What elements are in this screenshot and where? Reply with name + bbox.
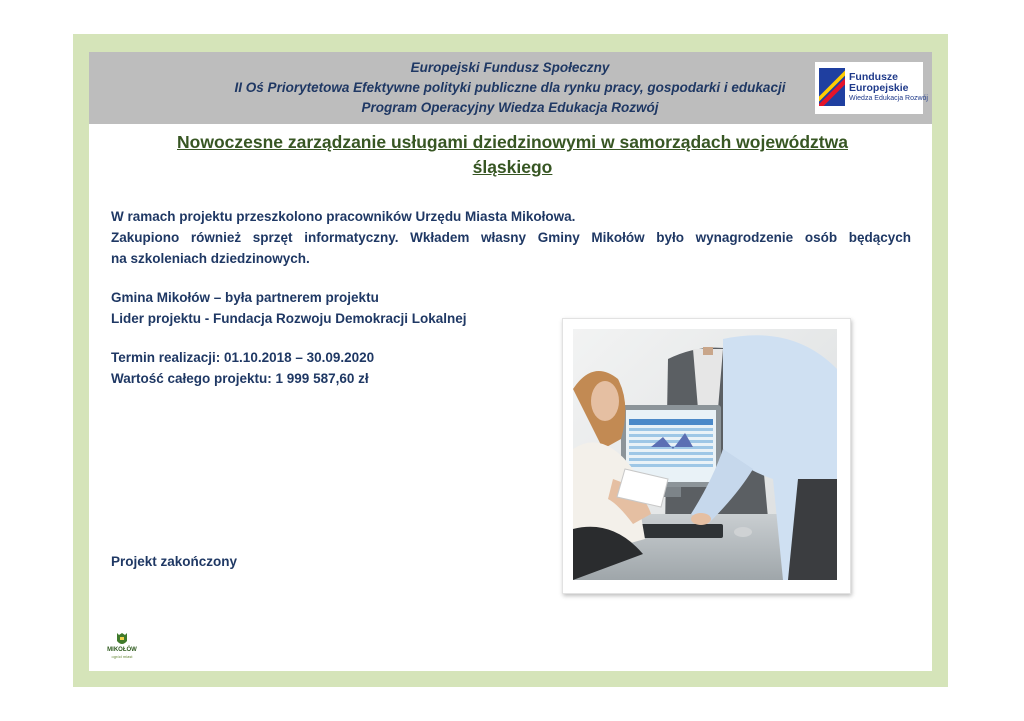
value-line: Wartość całego projektu: 1 999 587,60 zł [111, 371, 369, 386]
header-text [95, 58, 925, 118]
header-line-3: Program Operacyjny Wiedza Edukacja Rozwój [361, 100, 659, 115]
office-photo [573, 329, 837, 580]
mikolow-logo-name: MIKOŁÓW [107, 647, 137, 653]
mikolow-logo-tagline: ogród miast [111, 654, 133, 659]
partner-line: Gmina Mikołów – była partnerem projektu [111, 290, 379, 305]
header-line-2: II Oś Priorytetowa Efektywne polityki publiczne dla rynku pracy, gospodarki i edukacji [234, 80, 786, 95]
eu-logo-line-1: Fundusze [849, 71, 898, 83]
project-title-line-2: śląskiego [472, 157, 553, 177]
project-title-line-1: Nowoczesne zarządzanie usługami dziedzinowymi w samorządach województwa [177, 132, 848, 152]
crest-icon [116, 633, 128, 646]
project-title [120, 130, 905, 180]
status-text: Projekt zakończony [111, 554, 238, 569]
description-line-3: na szkoleniach dziedzinowych. [111, 251, 310, 266]
eu-logo-line-3: Wiedza Edukacja Rozwój [849, 95, 928, 102]
leader-line: Lider projektu - Fundacja Rozwoju Demokracji Lokalnej [111, 311, 467, 326]
term-line: Termin realizacji: 01.10.2018 – 30.09.2020 [111, 350, 375, 365]
eu-flag-icon [819, 68, 845, 106]
mikolow-logo [104, 633, 140, 663]
eu-funds-logo [815, 62, 928, 114]
partners-paragraph [111, 287, 467, 329]
description-line-2: Zakupiono również sprzęt informatyczny. Wkładem własny Gminy Mikołów było wynagrodzenie osób będących [111, 230, 911, 245]
details-paragraph [111, 347, 374, 389]
description-paragraph [111, 206, 911, 269]
header-line-1: Europejski Fundusz Społeczny [410, 60, 610, 75]
description-line-1: W ramach projektu przeszkolono pracowników Urzędu Miasta Mikołowa. [111, 209, 576, 224]
eu-logo-line-2: Europejskie [849, 82, 909, 94]
